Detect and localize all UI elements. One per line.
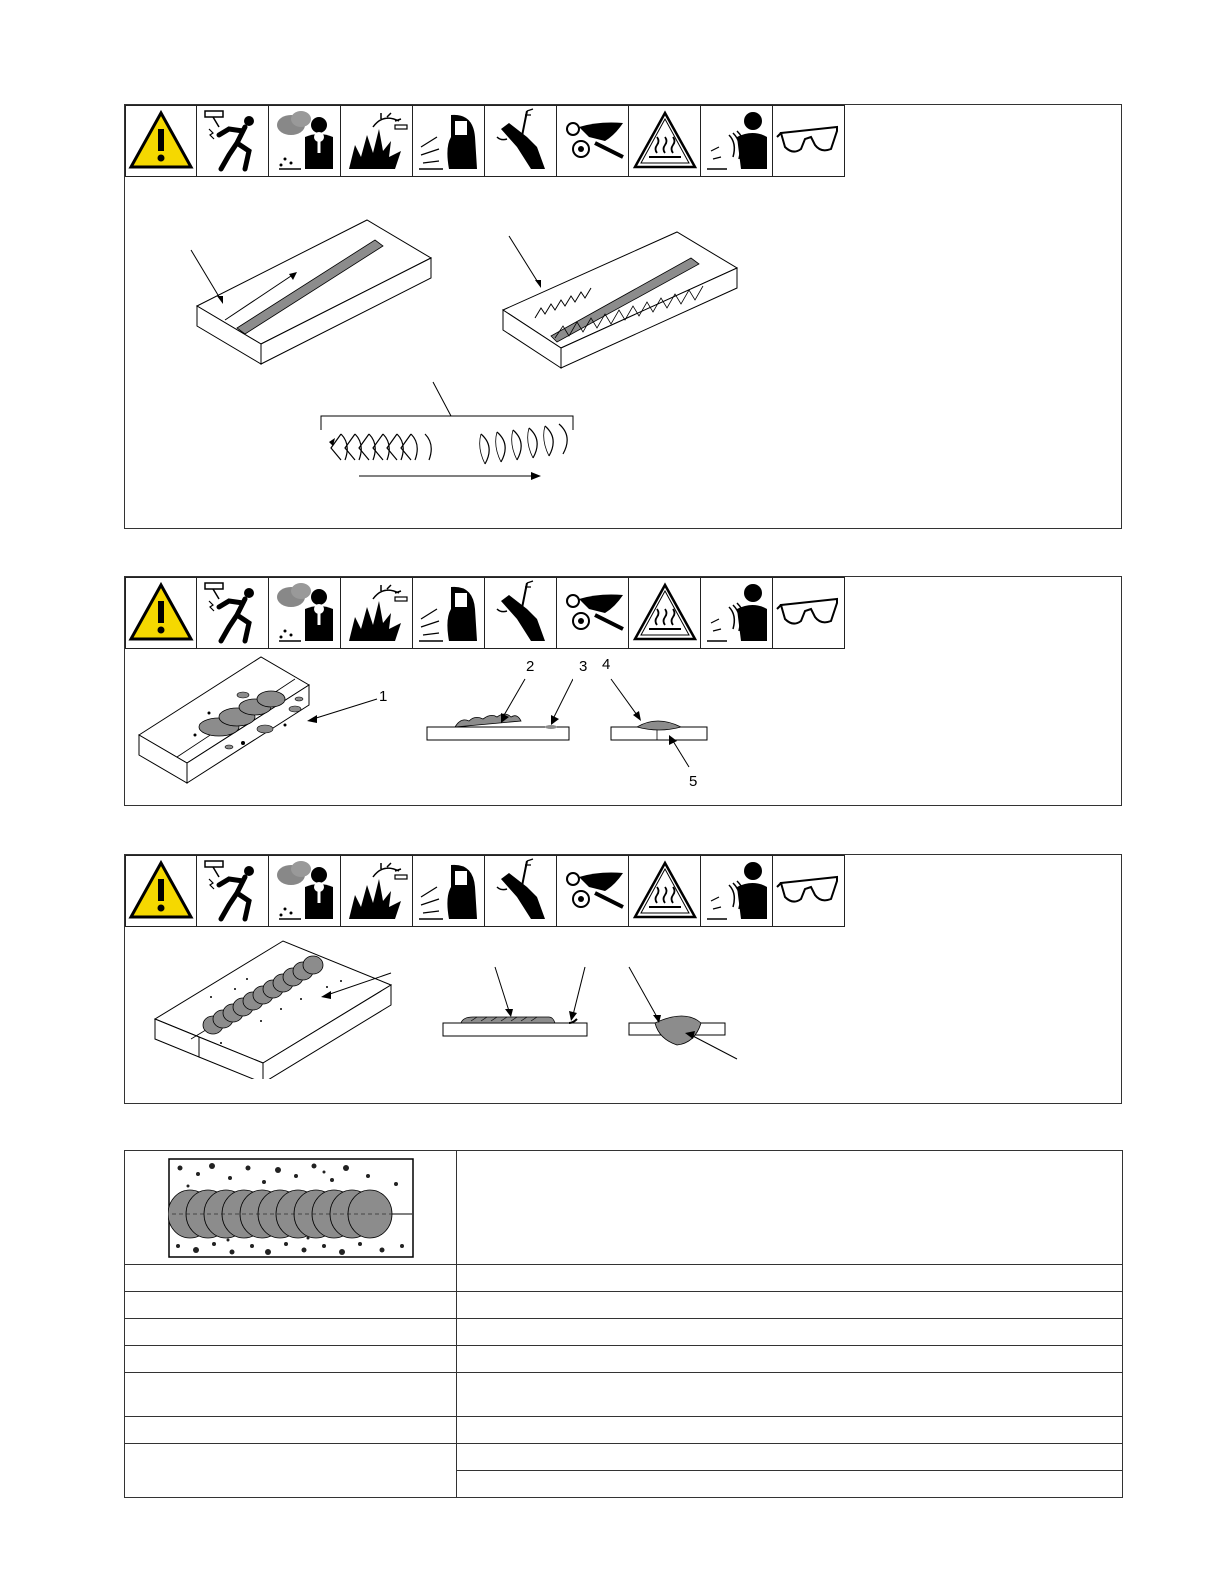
hot-surface-icon xyxy=(629,577,701,649)
panel-weld-defects-b xyxy=(124,854,1122,1104)
table-row xyxy=(125,1265,1123,1292)
warning-triangle-icon xyxy=(125,855,197,927)
good-bead-plate-illustration xyxy=(151,939,401,1079)
callout-2: 2 xyxy=(526,658,535,675)
callout-4: 4 xyxy=(602,656,611,673)
spatter-bead-illustration xyxy=(168,1158,414,1258)
table-row xyxy=(125,1292,1123,1319)
warning-triangle-icon xyxy=(125,105,197,177)
fumes-gases-icon xyxy=(269,105,341,177)
noise-flying-metal-icon xyxy=(701,855,773,927)
poor-bead-plate-illustration xyxy=(135,655,315,795)
safety-glasses-icon xyxy=(773,577,845,649)
noise-flying-metal-icon xyxy=(701,105,773,177)
table-illustration-cell xyxy=(125,1151,457,1265)
safety-icon-strip xyxy=(125,855,845,927)
panel-weld-bead-techniques xyxy=(124,104,1122,529)
arc-rays-helmet-icon xyxy=(413,855,485,927)
table-row xyxy=(125,1319,1123,1346)
arc-rays-helmet-icon xyxy=(413,105,485,177)
moving-parts-icon xyxy=(557,577,629,649)
panel-weld-defects-a xyxy=(124,576,1122,806)
electric-shock-icon xyxy=(197,577,269,649)
hot-parts-hand-icon xyxy=(485,577,557,649)
callout-3: 3 xyxy=(579,658,588,675)
fumes-gases-icon xyxy=(269,577,341,649)
hot-parts-hand-icon xyxy=(485,105,557,177)
troubleshooting-table xyxy=(124,1150,1123,1498)
poor-bead-side-view-illustration xyxy=(423,677,573,747)
table-row xyxy=(125,1373,1123,1417)
electric-shock-icon xyxy=(197,855,269,927)
table-description-cell xyxy=(457,1151,1123,1265)
callout-1: 1 xyxy=(379,688,388,705)
stringer-bead-illustration xyxy=(185,210,445,380)
callout-5: 5 xyxy=(689,773,698,790)
table-row xyxy=(125,1417,1123,1444)
moving-parts-icon xyxy=(557,105,629,177)
fire-explosion-icon xyxy=(341,577,413,649)
safety-glasses-icon xyxy=(773,105,845,177)
safety-icon-strip xyxy=(125,577,845,649)
arc-rays-helmet-icon xyxy=(413,577,485,649)
electric-shock-icon xyxy=(197,105,269,177)
hot-parts-hand-icon xyxy=(485,855,557,927)
poor-bead-cross-section-illustration xyxy=(607,677,717,790)
fire-explosion-icon xyxy=(341,855,413,927)
table-row xyxy=(125,1346,1123,1373)
table-row-header xyxy=(125,1151,1123,1265)
callout-arrow-plate xyxy=(315,969,395,1009)
weave-pattern-illustration xyxy=(315,380,585,490)
fire-explosion-icon xyxy=(341,105,413,177)
safety-glasses-icon xyxy=(773,855,845,927)
safety-icon-strip xyxy=(125,105,845,177)
good-bead-side-view-illustration xyxy=(441,965,591,1040)
warning-triangle-icon xyxy=(125,577,197,649)
weave-bead-illustration xyxy=(495,230,765,385)
hot-surface-icon xyxy=(629,105,701,177)
hot-surface-icon xyxy=(629,855,701,927)
table-row xyxy=(125,1444,1123,1471)
moving-parts-icon xyxy=(557,855,629,927)
fumes-gases-icon xyxy=(269,855,341,927)
callout-line-1 xyxy=(305,693,385,733)
noise-flying-metal-icon xyxy=(701,577,773,649)
good-bead-cross-section-illustration xyxy=(625,965,745,1065)
